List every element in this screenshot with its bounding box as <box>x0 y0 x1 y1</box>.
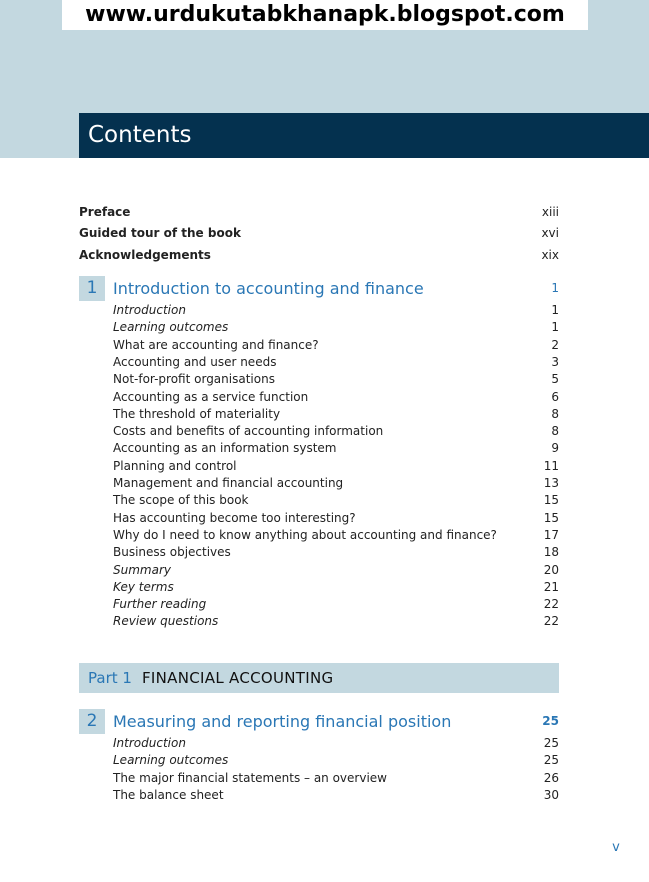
entry-page: 11 <box>543 458 559 473</box>
toc-entry[interactable] <box>0 337 649 354</box>
toc-entry[interactable] <box>0 319 649 336</box>
entry-title: Introduction <box>113 736 186 750</box>
toc-entry[interactable] <box>0 752 649 769</box>
page-title: Contents <box>88 122 192 148</box>
entry-page: 6 <box>551 389 559 404</box>
entry-page: 18 <box>543 545 559 560</box>
chapter-page-number: 1 <box>551 281 559 295</box>
entry-page: 25 <box>543 736 559 750</box>
toc-entry[interactable] <box>0 371 649 388</box>
toc-entry[interactable] <box>0 389 649 406</box>
entry-title: The major financial statements – an overview <box>113 770 387 785</box>
chapter-number-badge: 1 <box>79 276 105 301</box>
entry-page: 21 <box>543 579 559 594</box>
entry-title: Accounting as an information system <box>113 441 337 456</box>
entry-page: 15 <box>543 510 559 525</box>
toc-entry[interactable] <box>0 787 649 804</box>
toc-entry[interactable] <box>0 770 649 787</box>
entry-page: xiii <box>541 205 559 219</box>
entry-title: Acknowledgements <box>79 248 211 262</box>
entry-title: The balance sheet <box>113 787 224 802</box>
toc-entry[interactable] <box>0 492 649 509</box>
entry-title: Not-for-profit organisations <box>113 372 275 387</box>
entry-title: Preface <box>79 205 131 219</box>
part-label: Part 1 <box>88 669 132 687</box>
entry-page: 1 <box>551 303 559 317</box>
entry-page: 26 <box>543 770 559 785</box>
toc-entry[interactable] <box>0 596 649 613</box>
toc-entry[interactable] <box>0 579 649 596</box>
entry-title: The threshold of materiality <box>113 406 281 421</box>
entry-title: Guided tour of the book <box>79 226 241 240</box>
contents-heading-bar <box>79 113 649 158</box>
entry-title: The scope of this book <box>113 493 249 508</box>
entry-page: 20 <box>543 562 559 577</box>
toc-entry[interactable] <box>0 562 649 579</box>
toc-entry[interactable] <box>0 510 649 527</box>
entry-page: 3 <box>551 354 559 369</box>
entry-page: 9 <box>551 441 559 456</box>
entry-page: xvi <box>541 226 559 240</box>
entry-title: Review questions <box>113 614 219 629</box>
entry-page: 30 <box>543 787 559 802</box>
entry-page: 15 <box>543 493 559 508</box>
part-heading-bar <box>79 663 559 693</box>
entry-page: xix <box>541 248 559 262</box>
toc-entry[interactable] <box>0 527 649 544</box>
entry-title: What are accounting and finance? <box>113 337 319 352</box>
entry-title: Learning outcomes <box>113 753 229 768</box>
entry-page: 22 <box>543 597 559 612</box>
entry-page: 8 <box>551 424 559 439</box>
entry-page: 8 <box>551 406 559 421</box>
entry-page: 17 <box>543 527 559 542</box>
entry-title: Further reading <box>113 597 207 612</box>
part-title[interactable]: FINANCIAL ACCOUNTING <box>142 669 334 687</box>
toc-entry[interactable] <box>0 440 649 457</box>
entry-page: 1 <box>551 320 559 335</box>
entry-title: Introduction <box>113 303 186 317</box>
toc-entry[interactable] <box>0 423 649 440</box>
chapter-title[interactable]: Measuring and reporting financial position <box>113 712 452 731</box>
toc-entry[interactable] <box>0 406 649 423</box>
entry-title: Summary <box>113 562 171 577</box>
entry-title: Why do I need to know anything about accounting and finance? <box>113 527 497 542</box>
entry-page: 22 <box>543 614 559 629</box>
toc-entry-preface[interactable] <box>0 204 649 221</box>
toc-entry-acknowledgements[interactable] <box>0 247 649 264</box>
chapter-title[interactable]: Introduction to accounting and finance <box>113 279 424 298</box>
toc-entry[interactable] <box>0 458 649 475</box>
entry-page: 5 <box>551 372 559 387</box>
toc-entry[interactable] <box>0 544 649 561</box>
entry-page: 25 <box>543 753 559 768</box>
entry-title: Accounting as a service function <box>113 389 309 404</box>
folio-page-number: v <box>612 840 620 855</box>
toc-entry[interactable] <box>0 475 649 492</box>
entry-title: Management and financial accounting <box>113 476 344 490</box>
toc-entry[interactable] <box>0 354 649 371</box>
chapter-page-number: 25 <box>542 714 559 728</box>
toc-entry[interactable] <box>0 302 649 319</box>
entry-page: 13 <box>543 476 559 490</box>
toc-entry[interactable] <box>0 735 649 752</box>
toc-entry-guided-tour[interactable] <box>0 225 649 242</box>
chapter-number-badge: 2 <box>79 709 105 734</box>
watermark-url: www.urdukutabkhanapk.blogspot.com <box>62 0 588 30</box>
entry-title: Learning outcomes <box>113 320 229 335</box>
entry-page: 2 <box>551 337 559 352</box>
entry-title: Planning and control <box>113 458 237 473</box>
entry-title: Accounting and user needs <box>113 354 277 369</box>
entry-title: Costs and benefits of accounting information <box>113 424 384 439</box>
entry-title: Business objectives <box>113 545 231 560</box>
entry-title: Key terms <box>113 579 174 594</box>
entry-title: Has accounting become too interesting? <box>113 510 356 525</box>
toc-entry[interactable] <box>0 613 649 630</box>
